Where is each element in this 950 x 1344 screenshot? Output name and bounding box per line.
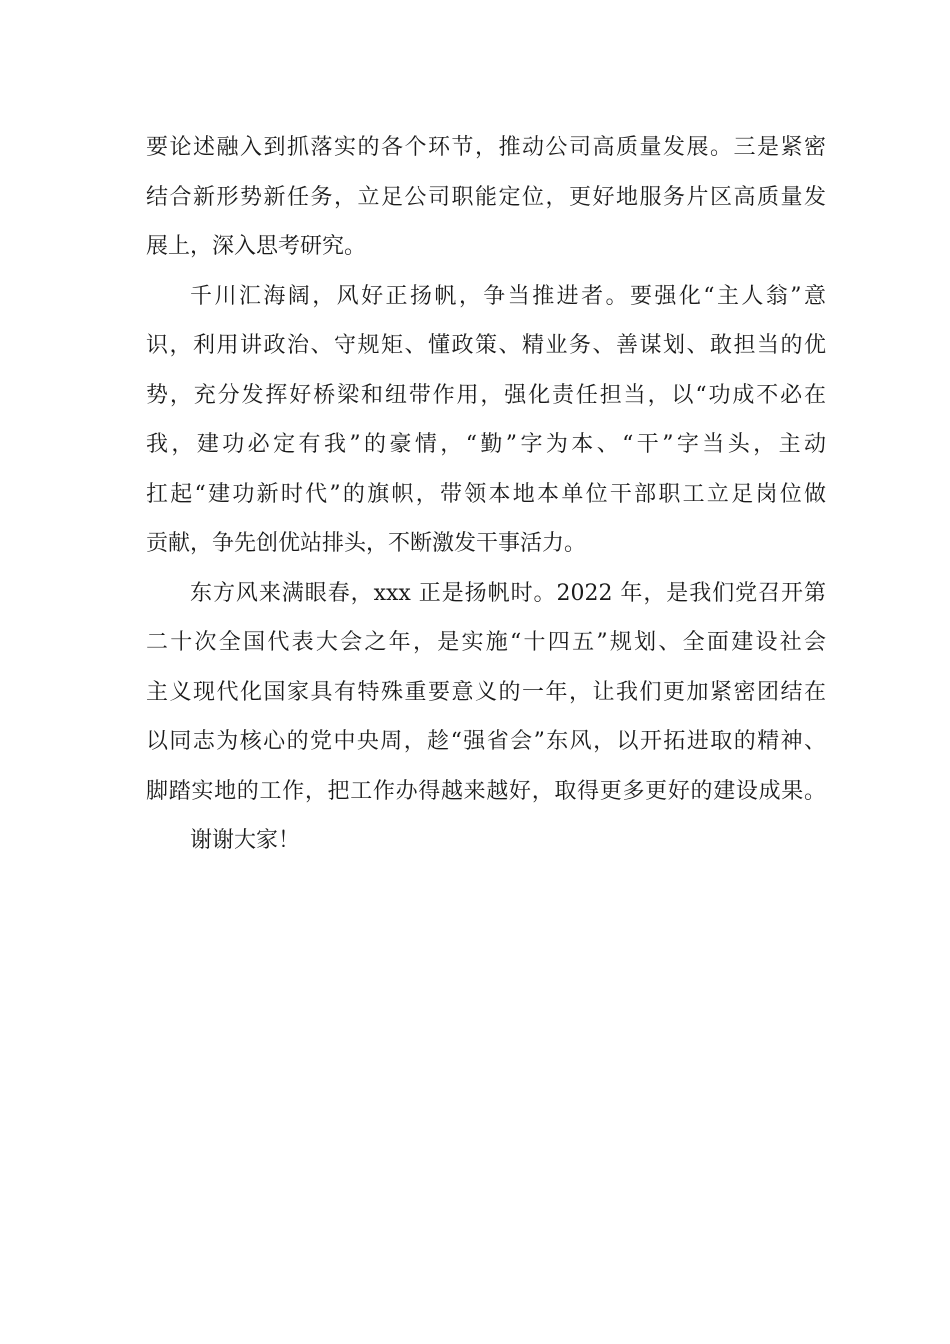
text-line-13: 以同志为核心的党中央周，趁“强省会”东风，以开拓进取的精神、: [146, 729, 826, 754]
text-line-4: 千川汇海阔，风好正扬帆，争当推进者。要强化“主人翁”意: [190, 283, 826, 309]
text-line-12: 主义现代化国家具有特殊重要意义的一年，让我们更加紧密团结在: [146, 679, 826, 705]
text-line-5: 识，利用讲政治、守规矩、懂政策、精业务、善谋划、敢担当的优: [146, 333, 826, 358]
text-line-6: 势，充分发挥好桥梁和纽带作用，强化责任担当，以“功成不必在: [146, 382, 826, 408]
text-line-2: 结合新形势新任务，立足公司职能定位，更好地服务片区高质量发: [146, 184, 826, 210]
text-line-9: 贡献，争先创优站排头，不断激发干事活力。: [146, 531, 587, 556]
text-line-8: 扛起“建功新时代”的旗帜，带领本地本单位干部职工立足岗位做: [146, 481, 826, 507]
text-line-7: 我，建功必定有我”的豪情，“勤”字为本、“干”字当头，主动: [146, 432, 826, 457]
document-body: [146, 123, 826, 866]
text-line-3: 展上，深入思考研究。: [146, 234, 367, 259]
text-line-14: 脚踏实地的工作，把工作办得越来越好，取得更多更好的建设成果。: [146, 778, 826, 804]
text-line-1: 要论述融入到抓落实的各个环节，推动公司高质量发展。三是紧密: [146, 135, 826, 160]
text-line-10: 东方风来满眼春，xxx 正是扬帆时。2022 年，是我们党召开第: [190, 580, 826, 606]
text-line-11: 二十次全国代表大会之年，是实施“十四五”规划、全面建设社会: [146, 630, 826, 655]
closing-line: 谢谢大家！: [190, 828, 301, 853]
